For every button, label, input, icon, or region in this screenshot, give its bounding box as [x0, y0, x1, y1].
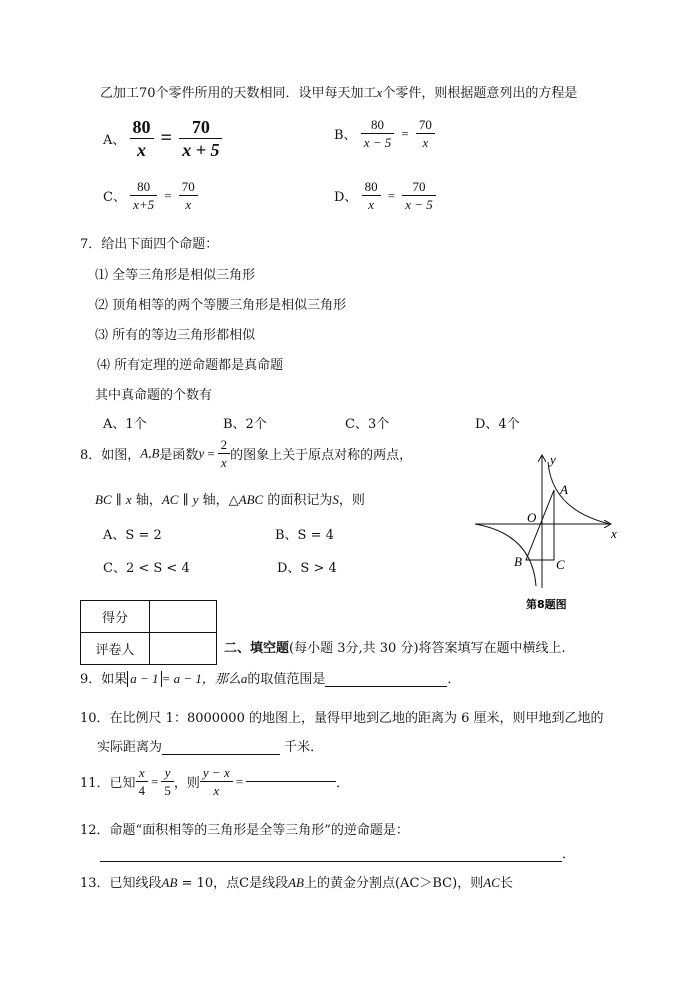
- q7-question: 其中真命题的个数有: [95, 388, 213, 403]
- option-label: D、: [334, 190, 358, 205]
- q6-intro-text-2: 个零件，则根据题意列出的方程是: [382, 86, 578, 101]
- q8-stem: 8．如图，A,B是函数y = $\frac{2}{x}$ 的图象上关于原点对称的两点，: [80, 437, 413, 470]
- q10-line-1: 10．在比例尺 1：8000000 的地图上，量得甲地到乙地的距离为 6 厘米，则甲地到乙地的: [80, 711, 604, 726]
- fraction: $\frac{80}{x}$: [130, 116, 154, 161]
- q9: 9．如果 a − 1 = a − 1，那么a的取值范围是 ．: [80, 671, 461, 687]
- q7-item-3: ⑶ 所有的等边三角形都相似: [95, 328, 256, 343]
- q6-intro: [100, 82, 577, 101]
- figure-label-a: A: [560, 482, 568, 497]
- fraction: $\frac{80}{x}$: [362, 178, 381, 213]
- fraction: $\frac{70}{x}$: [179, 178, 198, 213]
- q7-option-d: D、4个: [475, 417, 520, 432]
- grader-label: 评卷人: [81, 633, 150, 665]
- option-label: A、: [103, 133, 126, 148]
- equals-sign: =: [401, 125, 409, 141]
- equals-sign: =: [164, 187, 172, 203]
- figure-label-o: O: [527, 510, 537, 525]
- fraction: $\frac{80}{x - 5}$: [361, 116, 395, 151]
- q13: 13．已知线段AB = 10，点C是线段AB上的黄金分割点(AC＞BC)，则AC长: [80, 875, 513, 891]
- figure-label-c: C: [556, 557, 565, 572]
- hyperbola-branch-left: [475, 524, 536, 586]
- figure-label-b: B: [514, 554, 522, 569]
- figure-label-y: y: [550, 452, 556, 467]
- score-table: [80, 600, 217, 665]
- q12-answer-blank[interactable]: [100, 847, 562, 862]
- equals-sign: =: [387, 187, 396, 203]
- fraction: $\frac{y - x}{x}$: [200, 764, 233, 799]
- q6-option-b: [334, 116, 435, 151]
- figure-label-x: x: [611, 526, 617, 541]
- absolute-value: a − 1: [127, 671, 161, 687]
- hyperbola-branch-right: [548, 462, 610, 524]
- score-label: 得分: [81, 601, 150, 633]
- q8-option-d: D、S > 4: [277, 561, 337, 576]
- equals-sign: =: [160, 127, 173, 149]
- q7-option-c: C、3个: [345, 417, 390, 432]
- q8-option-b: B、S = 4: [275, 528, 334, 543]
- q8-figure: [470, 448, 630, 618]
- score-cell[interactable]: [150, 601, 217, 633]
- q6-option-d: [334, 178, 436, 213]
- q7-item-1: ⑴ 全等三角形是相似三角形: [95, 268, 256, 283]
- q6-intro-text: 乙加工70个零件所用的天数相同．设甲每天加工: [100, 86, 377, 101]
- option-label: B、: [334, 128, 357, 143]
- q12-answer-line: ．: [100, 843, 575, 862]
- q10-answer-blank[interactable]: [162, 754, 280, 755]
- q6-var: x: [376, 85, 383, 100]
- q7-option-b: B、2个: [223, 417, 267, 432]
- fraction: $\frac{80}{x+5}$: [130, 178, 157, 213]
- q7-stem: 7．给出下面四个命题：: [80, 237, 219, 252]
- fraction: $\frac{70}{x + 5}$: [179, 116, 222, 161]
- q12-stem: 12．命题“面积相等的三角形是全等三角形”的逆命题是：: [80, 823, 409, 838]
- section-2-heading: 二、填空题(每小题 3分,共 30 分)将答案填写在题中横线上.: [224, 641, 566, 656]
- q7-item-2: ⑵ 顶角相等的两个等腰三角形是相似三角形: [95, 298, 347, 313]
- q8-line-2: BC ∥ x 轴，AC ∥ y 轴，△ABC 的面积记为S，则: [95, 492, 365, 508]
- q11: 11．已知 $\frac{x}{4}$ = $\frac{y}{5}$ ，则 $\frac{y - x}{x}$ = ．: [80, 765, 350, 798]
- q7-item-4: ⑷ 所有定理的逆命题都是真命题: [97, 358, 284, 373]
- q10-line-2: 实际距离为 千米．: [97, 740, 324, 755]
- fraction: $\frac{y}{5}$: [161, 764, 174, 799]
- fraction: $\frac{70}{x - 5}$: [402, 178, 436, 213]
- fraction: $\frac{2}{x}$: [218, 436, 231, 471]
- q7-option-a: A、1个: [103, 417, 147, 432]
- fraction: $\frac{70}{x}$: [416, 116, 435, 151]
- q6-option-c: [103, 178, 198, 213]
- q9-answer-blank[interactable]: [325, 686, 447, 687]
- q6-option-a: [103, 116, 222, 161]
- option-label: C、: [103, 190, 126, 205]
- grader-cell[interactable]: [150, 633, 217, 665]
- fraction: $\frac{x}{4}$: [136, 764, 149, 799]
- q8-option-a: A、S = 2: [103, 528, 162, 543]
- figure-caption: 第8题图: [526, 598, 567, 611]
- q8-option-c: C、2 < S < 4: [103, 561, 190, 576]
- q11-answer-blank[interactable]: [246, 781, 336, 782]
- triangle-abc: [526, 490, 554, 560]
